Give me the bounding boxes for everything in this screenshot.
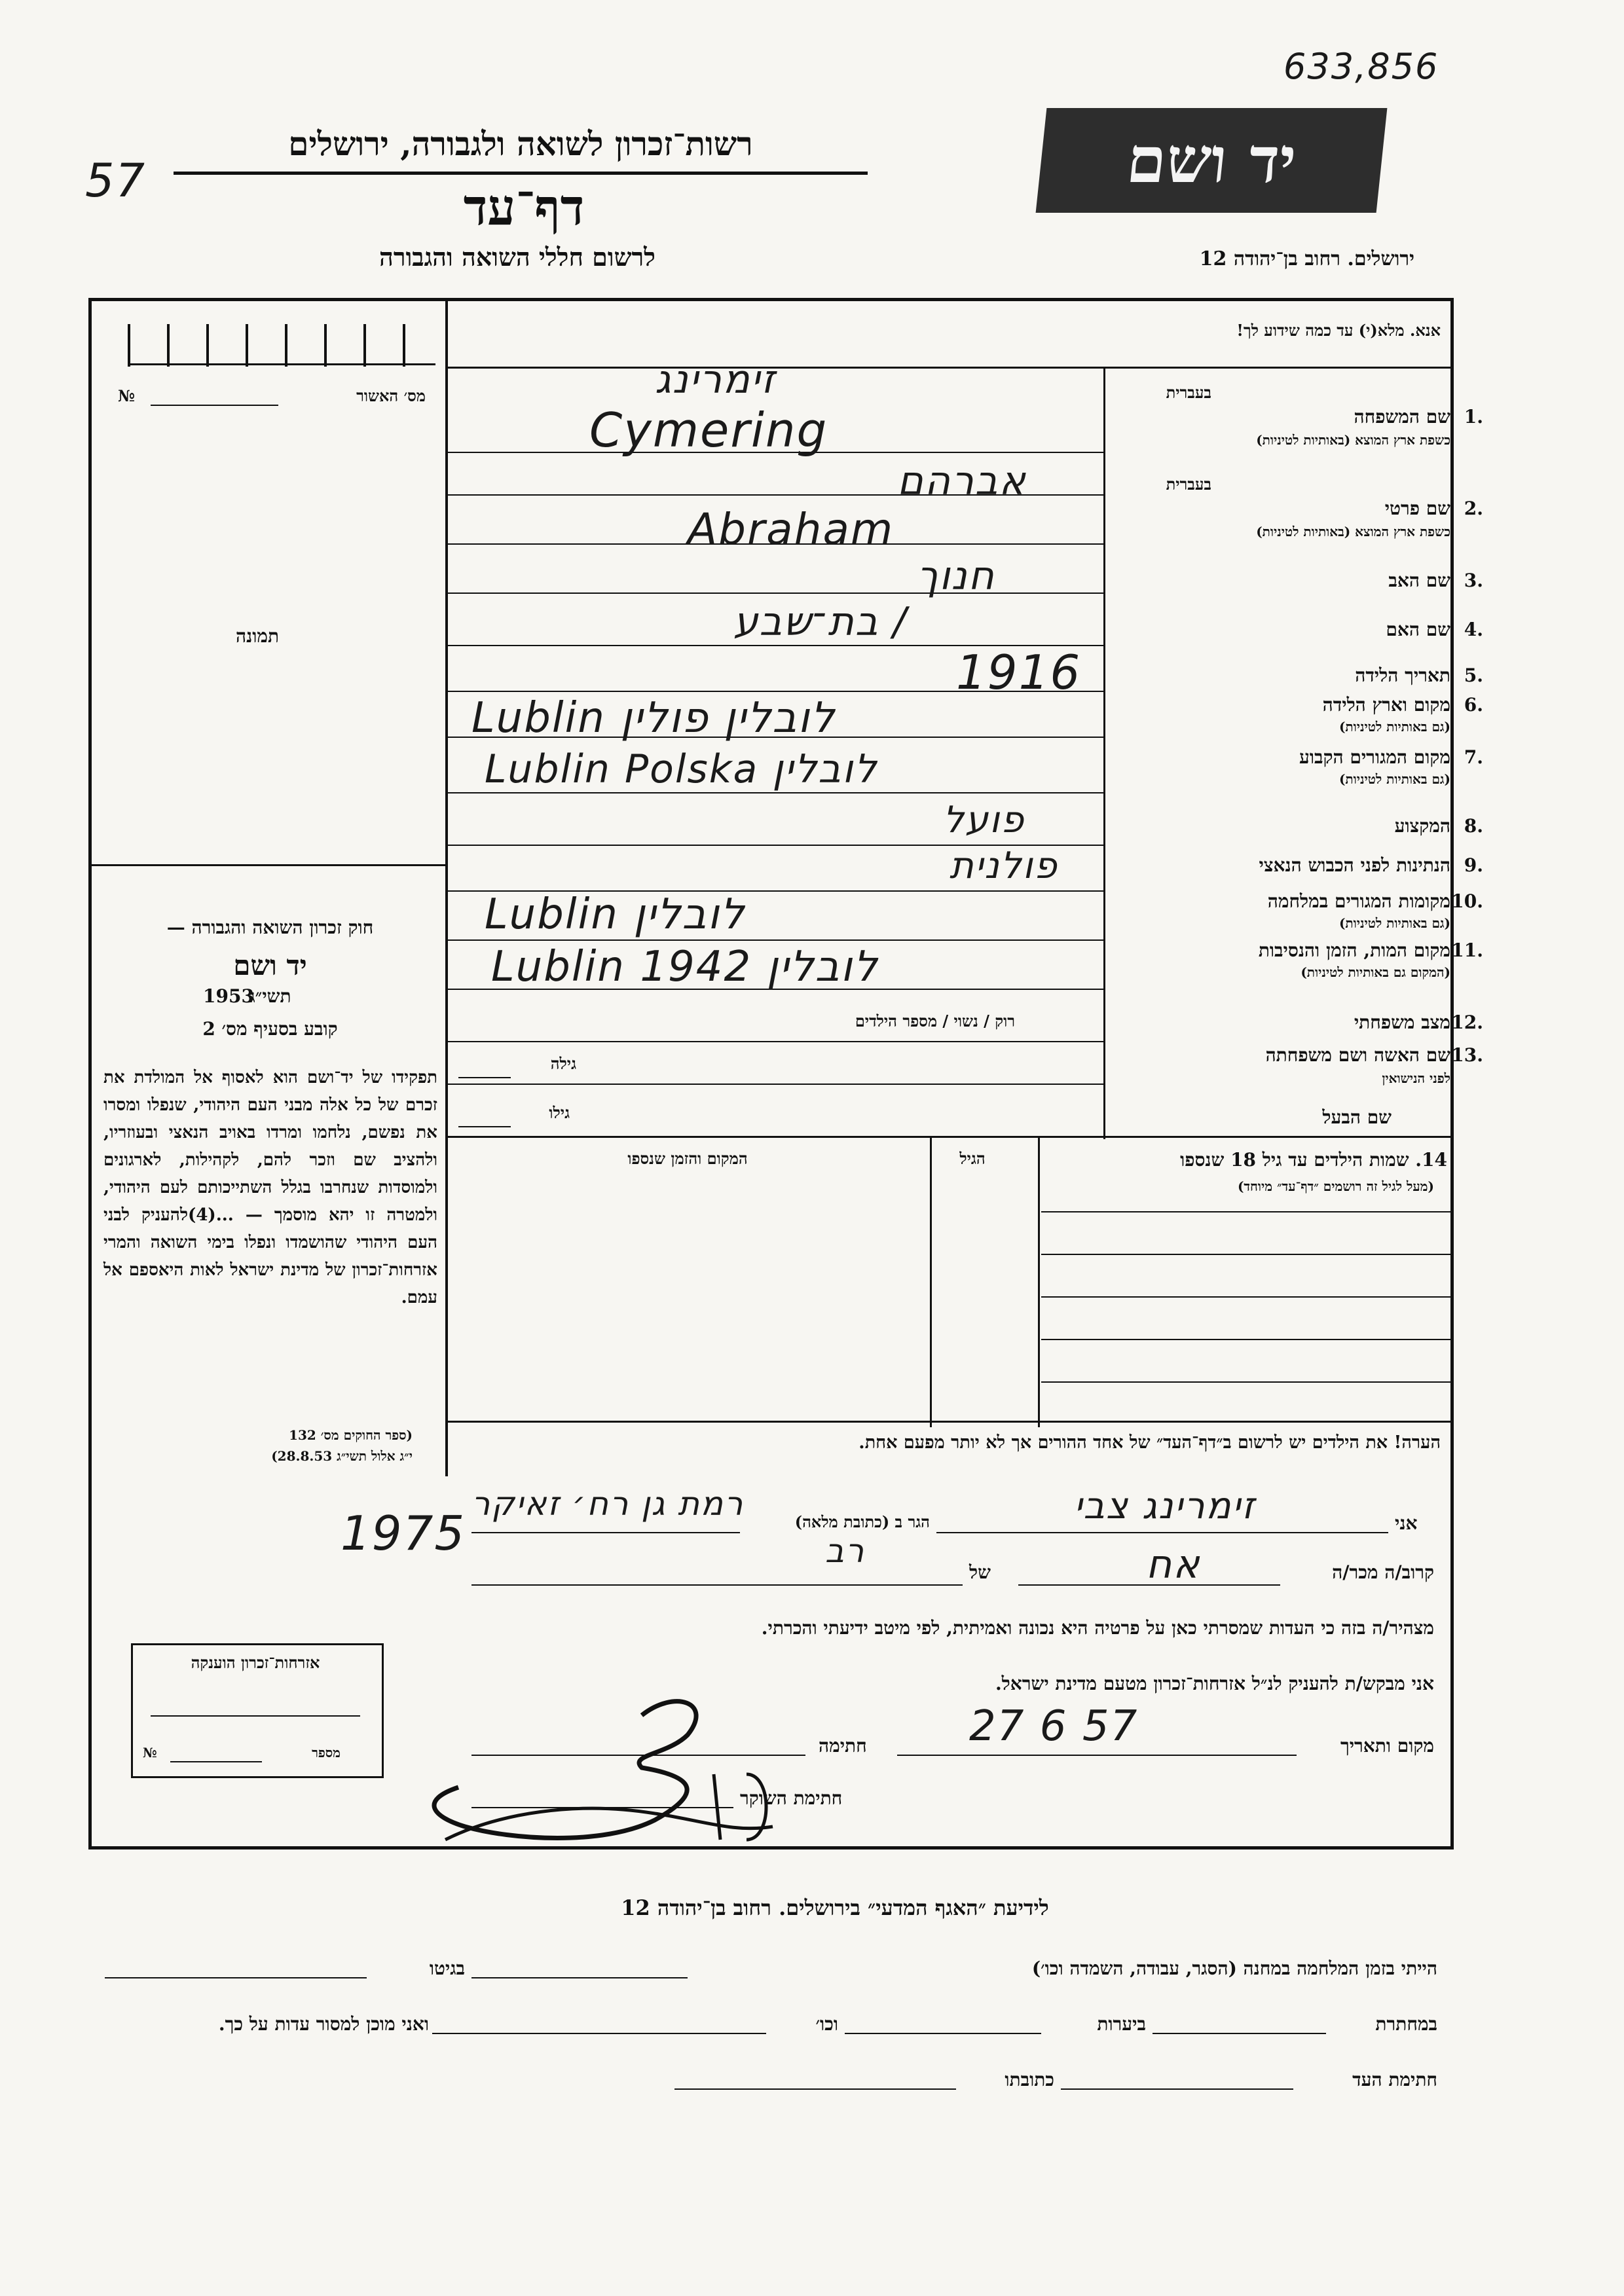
field-10-label: מקומות המגורים במלחמה bbox=[1267, 890, 1450, 912]
field-2-value-heb: אברהם bbox=[897, 458, 1027, 504]
law-year-heb: תשי״ג bbox=[249, 985, 291, 1007]
field-4-num: 4. bbox=[1464, 619, 1483, 640]
field-11-label: מקום המות, הזמן והנסיבות bbox=[1258, 939, 1450, 961]
field-7-value: Lublin Polska לובלין bbox=[485, 746, 878, 792]
field-13-label: שם האשה ושם משפחתה bbox=[1265, 1044, 1450, 1066]
field-8-num: 8. bbox=[1464, 815, 1483, 837]
declaration-name: זימרינג צבי bbox=[1074, 1485, 1256, 1527]
law-ref-2: י״ג אלול תשי״ג 28.8.53) bbox=[271, 1448, 413, 1464]
field-2-label: שם פרטי bbox=[1384, 498, 1450, 519]
field-3-num: 3. bbox=[1464, 570, 1483, 591]
footer-testimony-label: ואני מוכן למסור עדות על כך. bbox=[218, 2013, 429, 2035]
children-label: 14. שמות הילדים עד גיל 18 שנספו bbox=[1180, 1149, 1447, 1171]
place-date-label: מקום ותאריך bbox=[1340, 1735, 1434, 1757]
husband-age-label: גילו bbox=[549, 1103, 570, 1122]
declaration-statement: מצהיר/ה בזה כי העדות שמסרתי כאן על פרטיה היא נכונה ואמיתית, לפי מיטב ידיעתי והכרתי. bbox=[761, 1617, 1434, 1639]
field-1-value-lat: Cymering bbox=[589, 403, 828, 458]
footer-title: לידיעת ״האגף המדעי״ בירושלים. רחוב בן־יהודה 12 bbox=[621, 1895, 1049, 1920]
field-5-num: 5. bbox=[1464, 665, 1483, 686]
field-4-label: שם האם bbox=[1386, 619, 1450, 640]
citizenship-no-symbol: № bbox=[143, 1745, 157, 1760]
citizenship-box-title: אזרחות־זכרון הוענקה bbox=[191, 1653, 320, 1672]
field-9-num: 9. bbox=[1464, 854, 1483, 876]
field-1-value-heb: זימרינג bbox=[655, 357, 776, 403]
form-title: דף־עד bbox=[463, 178, 585, 236]
field-6-label: מקום וארץ הלידה bbox=[1322, 694, 1450, 716]
field-7-sub: (גם באותיות לטיניות) bbox=[1338, 771, 1450, 787]
footer-ghetto-label: בגיטו bbox=[429, 1958, 465, 1979]
field-5-label: תאריך הלידה bbox=[1355, 665, 1450, 686]
place-date-value: 27 6 57 bbox=[969, 1702, 1139, 1751]
law-title: חוק זכרון השואה והגבורה — bbox=[166, 917, 374, 938]
wife-age-label: גילה bbox=[550, 1054, 576, 1073]
children-place-header: המקום והזמן שנספו bbox=[627, 1149, 748, 1168]
field-13-sub: לפני הנישואין bbox=[1382, 1070, 1450, 1086]
footer-etc-label: וכו׳ bbox=[815, 2013, 838, 2035]
field-8-value: פועל bbox=[943, 799, 1025, 841]
field-6-value: Lublin לובלין פולין bbox=[471, 694, 836, 742]
law-section: קובע בסעיף מס׳ 2 bbox=[202, 1018, 338, 1040]
declaration-living-label: הגר ב (כתובת מלאה) bbox=[794, 1512, 930, 1531]
handwritten-signature bbox=[406, 1676, 838, 1866]
signature-label: חתימה bbox=[819, 1735, 867, 1757]
field-3-value: חנוך bbox=[917, 553, 995, 599]
declaration-extra: רב bbox=[825, 1532, 866, 1570]
left-handwritten-number: 1975 bbox=[341, 1506, 466, 1561]
declaration-address: רמת גן רח׳ זאיקר bbox=[471, 1485, 745, 1523]
field-1-sub: כשפת ארץ המוצא (באותיות לטיניות) bbox=[1256, 432, 1450, 448]
field-2-num: 2. bbox=[1464, 498, 1483, 519]
children-sub: (מעל לגיל זה רושמים ״דף־עד״ מיוחד) bbox=[1237, 1178, 1434, 1194]
field-2-value-lat: Abraham bbox=[688, 504, 895, 555]
field-3-label: שם האב bbox=[1388, 570, 1450, 591]
footer-forests-label: ביערות bbox=[1097, 2013, 1146, 2035]
footer-underground-label: במחתרת bbox=[1375, 2013, 1437, 2035]
citizenship-no-label: מספר bbox=[312, 1745, 341, 1760]
field-12-label: מצב משפחתי bbox=[1354, 1011, 1450, 1033]
law-ref-1: (ספר החוקים מס׳ 132 bbox=[289, 1427, 413, 1443]
field-8-label: המקצוע bbox=[1394, 815, 1450, 837]
field-1-label: שם המשפחה bbox=[1354, 406, 1450, 428]
cert-no-symbol: № bbox=[118, 386, 136, 405]
field-6-sub: (גם באותיות לטיניות) bbox=[1338, 719, 1450, 735]
husband-label: שם הבעל bbox=[1322, 1106, 1392, 1128]
field-2-sub: כשפת ארץ המוצא (באותיות לטיניות) bbox=[1256, 524, 1450, 539]
law-text: תפקידו של יד־ושם הוא לאסוף אל המולדת את זכרם של כל אלה מבני העם היהודי, שנפלו ומסרו את נפשם, נלחמו ומרדו באויב הנאצי ובעוזריו, ולהציב שם וזכר להם, לקהילות, לארגונים ולמוסדות שנחרבו בגלל השתייכותם לעם היהודי, ולמטרה זו יהא מוסמך — ...(4)להעניק לבני העם היהודי שהושמדו ונפלו בימי השואה והמרי אזרחות־זכרון של מדינת ישראל לאות היאספם אל עמם. bbox=[103, 1068, 438, 1307]
field-10-sub: (גם באותיות לטיניות) bbox=[1338, 915, 1450, 931]
form-subtitle: לרשום חללי השואה והגבורה bbox=[379, 242, 655, 272]
archive-number: 633,856 bbox=[1283, 46, 1439, 87]
yad-vashem-logo: יד ושם bbox=[1036, 108, 1388, 213]
field-5-value: 1916 bbox=[956, 645, 1082, 700]
children-age-header: הגיל bbox=[959, 1149, 986, 1168]
of-label: של bbox=[969, 1561, 991, 1583]
children-note: הערה! את הילדים יש לרשום ב״דף־העד״ של אחד ההורים אך לא יותר מפעם אחת. bbox=[858, 1432, 1441, 1453]
field-10-num: 10. bbox=[1451, 890, 1483, 912]
address: ירושלים. רחוב בן־יהודה 12 bbox=[1199, 247, 1414, 270]
cert-no-label: מס׳ האשור bbox=[356, 386, 426, 405]
field-9-label: הנתינות לפני הכבוש הנאצי bbox=[1259, 854, 1450, 876]
field-12-value: רוק / נשוי / מספר הילדים bbox=[855, 1011, 1015, 1030]
law-year: 1953 bbox=[203, 985, 254, 1007]
clerk-signature-label: חתימת השוקר bbox=[740, 1787, 843, 1809]
field-11-value: Lublin לובלין 1942 bbox=[491, 943, 879, 991]
field-4-value: / בת־שבע bbox=[733, 599, 908, 645]
declaration-i-label: אני bbox=[1395, 1512, 1418, 1534]
photo-label: תמונה bbox=[236, 625, 280, 647]
instructions: אנא. מלא(י) עד כמה שידוע לך! bbox=[1236, 321, 1441, 340]
field-9-value: פולנית bbox=[950, 845, 1058, 887]
field-11-num: 11. bbox=[1451, 939, 1483, 961]
field-1-num: 1. bbox=[1464, 406, 1483, 428]
field-10-value: Lublin לובלין bbox=[485, 890, 746, 939]
request-statement: אני מבקש/ת להעניק לנ״ל אזרחות־זכרון מטעם מדינת ישראל. bbox=[995, 1673, 1434, 1694]
field-13-num: 13. bbox=[1451, 1044, 1483, 1066]
field-7-label: מקום המגורים הקבוע bbox=[1299, 746, 1450, 768]
field-11-sub: (המקום גם באותיות לטיניות) bbox=[1301, 964, 1450, 980]
field-7-num: 7. bbox=[1464, 746, 1483, 768]
authority-title: רשות־זכרון לשואה ולגבורה, ירושלים bbox=[288, 124, 753, 163]
field-12-num: 12. bbox=[1451, 1011, 1483, 1033]
hebrew-label-1: בעברית bbox=[1166, 383, 1211, 402]
field-6-num: 6. bbox=[1464, 694, 1483, 716]
corner-mark: 57 bbox=[85, 154, 147, 208]
footer-camp-label: הייתי בזמן המלחמה במחנה (הסגר, עבודה, השמדה וכו׳) bbox=[1031, 1958, 1437, 1979]
relative-label: קרוב/ה מכר/ה bbox=[1332, 1561, 1434, 1583]
law-name: יד ושם bbox=[233, 949, 307, 981]
footer-address-label: כתובתו bbox=[1005, 2069, 1054, 2090]
footer-witness-signature-label: חתימת העד bbox=[1352, 2069, 1437, 2090]
hebrew-label-2: בעברית bbox=[1166, 475, 1211, 494]
relation-value: אח bbox=[1146, 1542, 1201, 1588]
